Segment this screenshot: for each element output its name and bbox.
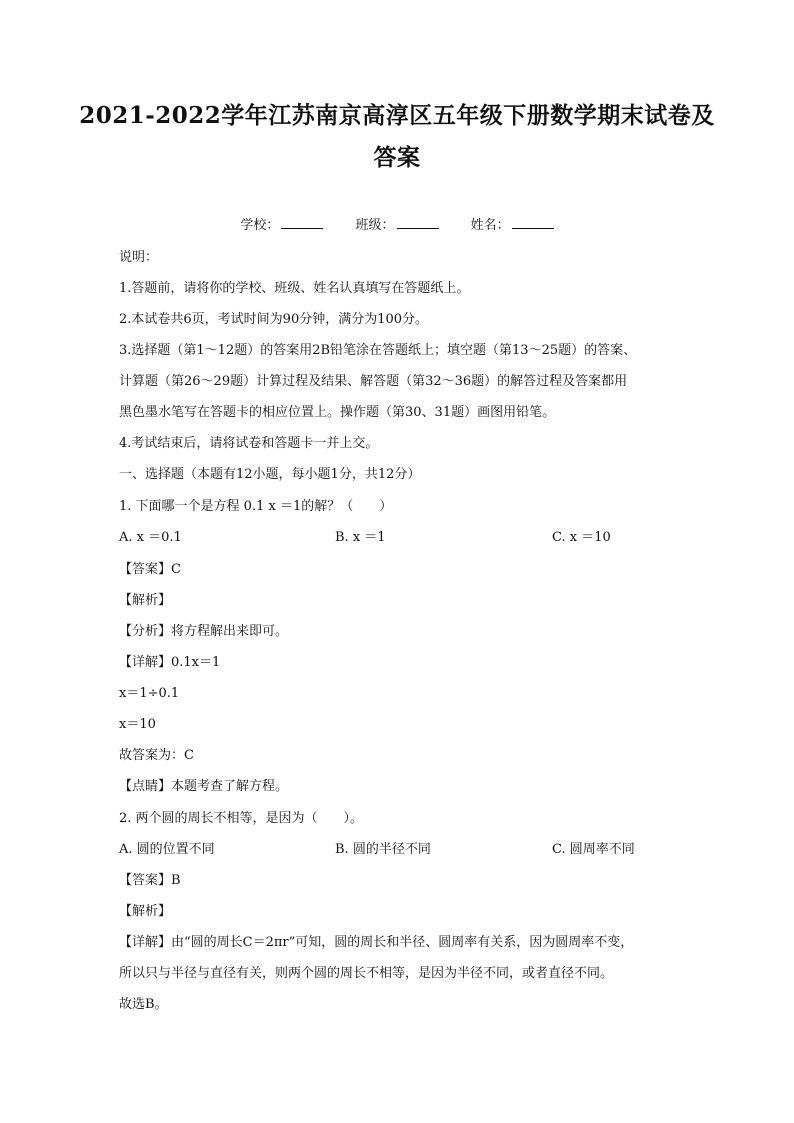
q1-option-b: B. x ＝1 xyxy=(335,530,386,545)
note-3-line1: 3.选择题（第1～12题）的答案用2B铅笔涂在答题纸上；填空题（第13～25题）的答案、 xyxy=(119,343,637,358)
q2-detail-line2: 所以只与半径与直径有关，则两个圆的周长不相等，是因为半径不同，或者直径不同。 xyxy=(119,966,614,981)
school-blank xyxy=(281,217,323,229)
section-heading: 一、选择题（本题有12小题，每小题1分，共12分） xyxy=(119,467,421,482)
name-blank xyxy=(512,217,554,229)
q1-stem: 1. 下面哪一个是方程 0.1 x ＝1的解？（ ） xyxy=(119,499,393,514)
q2-analysis-label: 【解析】 xyxy=(119,904,172,919)
q1-option-c: C. x ＝10 xyxy=(552,530,611,545)
note-3-line2: 计算题（第26～29题）计算过程及结果、解答题（第32～36题）的解答过程及答案都用 xyxy=(119,374,628,389)
q1-option-a: A. x ＝0.1 xyxy=(119,530,182,545)
note-3-line3: 黑色墨水笔写在答题卡的相应位置上。操作题（第30、31题）画图用铅笔。 xyxy=(119,405,556,420)
class-blank xyxy=(397,217,439,229)
q1-comment: 【点睛】本题考查了解方程。 xyxy=(119,779,289,794)
q2-stem: 2. 两个圆的周长不相等，是因为（ ）。 xyxy=(119,811,364,826)
q2-option-a: A. 圆的位置不同 xyxy=(119,842,215,857)
class-label: 班级： xyxy=(355,218,395,233)
q1-answer: 【答案】C xyxy=(119,562,181,577)
notes-heading: 说明： xyxy=(119,250,159,265)
page-title-line1: 2021-2022学年江苏南京高淳区五年级下册数学期末试卷及 xyxy=(79,102,715,129)
note-2: 2.本试卷共6页，考试时间为90分钟，满分为100分。 xyxy=(119,312,429,327)
q1-result: 故答案为：C xyxy=(119,748,194,763)
class-field xyxy=(355,214,438,233)
page-title-line2: 答案 xyxy=(373,144,421,171)
student-info-row xyxy=(0,214,794,233)
q1-step1: x＝1÷0.1 xyxy=(119,686,180,701)
note-4: 4.考试结束后，请将试卷和答题卡一并上交。 xyxy=(119,436,379,451)
q1-analysis-label: 【解析】 xyxy=(119,593,172,608)
q2-detail-line1: 【详解】由“圆的周长C＝2πr”可知，圆的周长和半径、圆周率有关系，因为圆周率不变， xyxy=(119,935,634,950)
name-label: 姓名： xyxy=(470,218,510,233)
note-1: 1.答题前，请将你的学校、班级、姓名认真填写在答题纸上。 xyxy=(119,281,470,296)
q1-detail: 【详解】0.1x＝1 xyxy=(119,655,221,670)
q2-option-b: B. 圆的半径不同 xyxy=(335,842,431,857)
q2-result: 故选B。 xyxy=(119,997,168,1012)
school-label: 学校： xyxy=(240,218,280,233)
q1-step2: x＝10 xyxy=(119,717,156,732)
q2-answer: 【答案】B xyxy=(119,873,181,888)
name-field xyxy=(471,214,554,233)
q1-fenxi: 【分析】将方程解出来即可。 xyxy=(119,624,289,639)
school-field xyxy=(240,214,323,233)
q2-option-c: C. 圆周率不同 xyxy=(552,842,635,857)
